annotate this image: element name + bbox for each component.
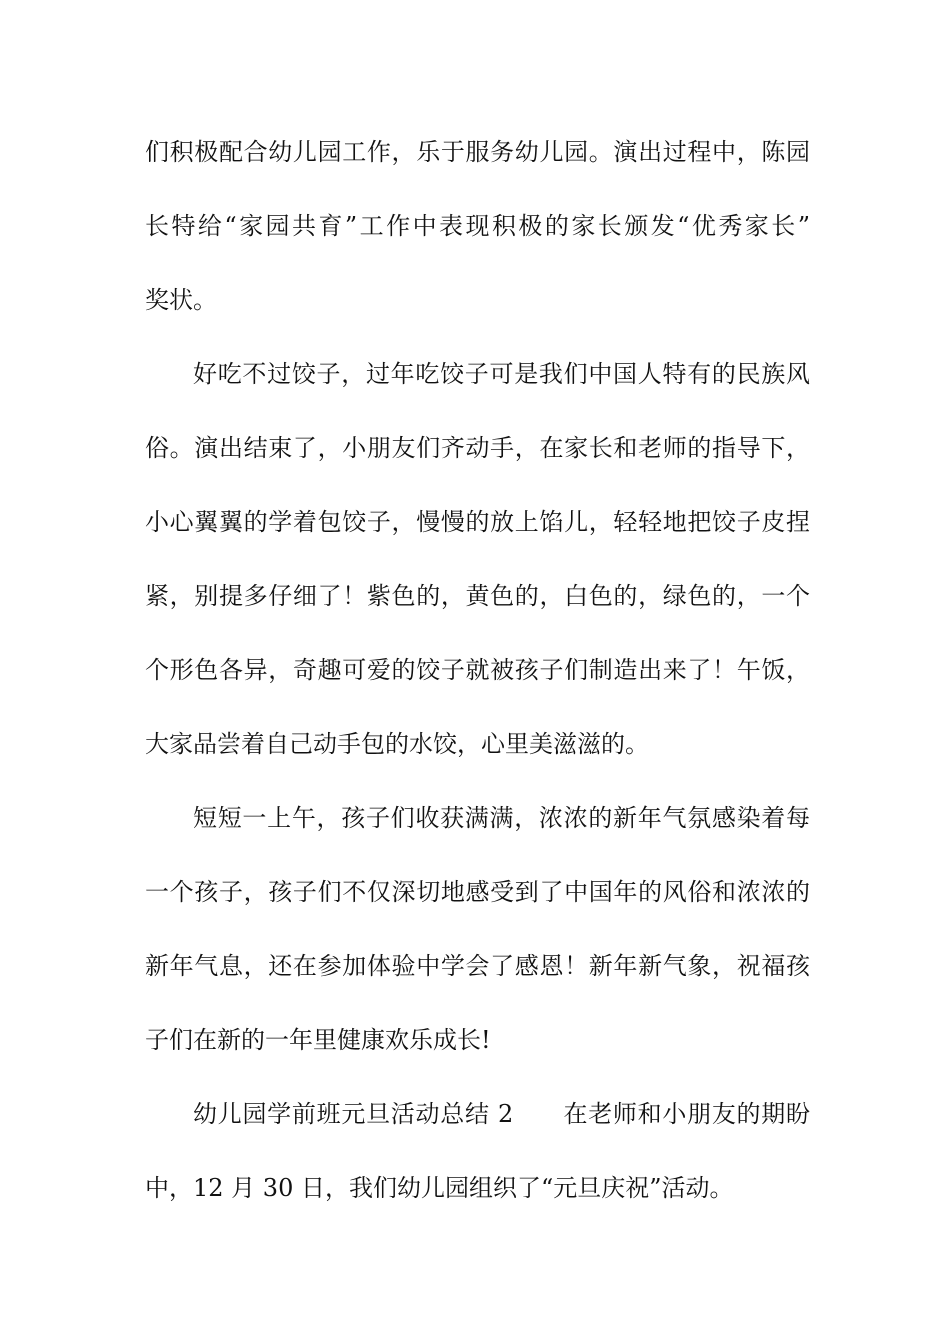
text-line: 紧，别提多仔细了！紫色的，黄色的，白色的，绿色的，一个 [145,582,810,610]
text-line: 好吃不过饺子，过年吃饺子可是我们中国人特有的民族风 [193,360,810,388]
text-line: 长特给“家园共育”工作中表现积极的家长颁发“优秀家长” [145,212,810,240]
text-line: 们积极配合幼儿园工作，乐于服务幼儿园。演出过程中，陈园 [145,138,810,166]
text-line: 小心翼翼的学着包饺子，慢慢的放上馅儿，轻轻地把饺子皮捏 [145,508,810,536]
text-line: 奖状。 [145,286,217,314]
text-line: 幼儿园学前班元旦活动总结 2 在老师和小朋友的期盼 [193,1100,810,1128]
text-line: 个形色各异，奇趣可爱的饺子就被孩子们制造出来了！午饭， [145,656,810,684]
text-line: 一个孩子，孩子们不仅深切地感受到了中国年的风俗和浓浓的 [145,878,810,906]
text-line: 短短一上午，孩子们收获满满，浓浓的新年气氛感染着每 [193,804,810,832]
text-line: 俗。演出结束了，小朋友们齐动手，在家长和老师的指导下， [145,434,810,462]
text-line: 中，12 月 30 日，我们幼儿园组织了“元旦庆祝”活动。 [145,1174,734,1202]
text-line: 大家品尝着自己动手包的水饺，心里美滋滋的。 [145,730,649,758]
text-line: 子们在新的一年里健康欢乐成长! [145,1026,491,1054]
text-line: 新年气息，还在参加体验中学会了感恩！新年新气象，祝福孩 [145,952,810,980]
